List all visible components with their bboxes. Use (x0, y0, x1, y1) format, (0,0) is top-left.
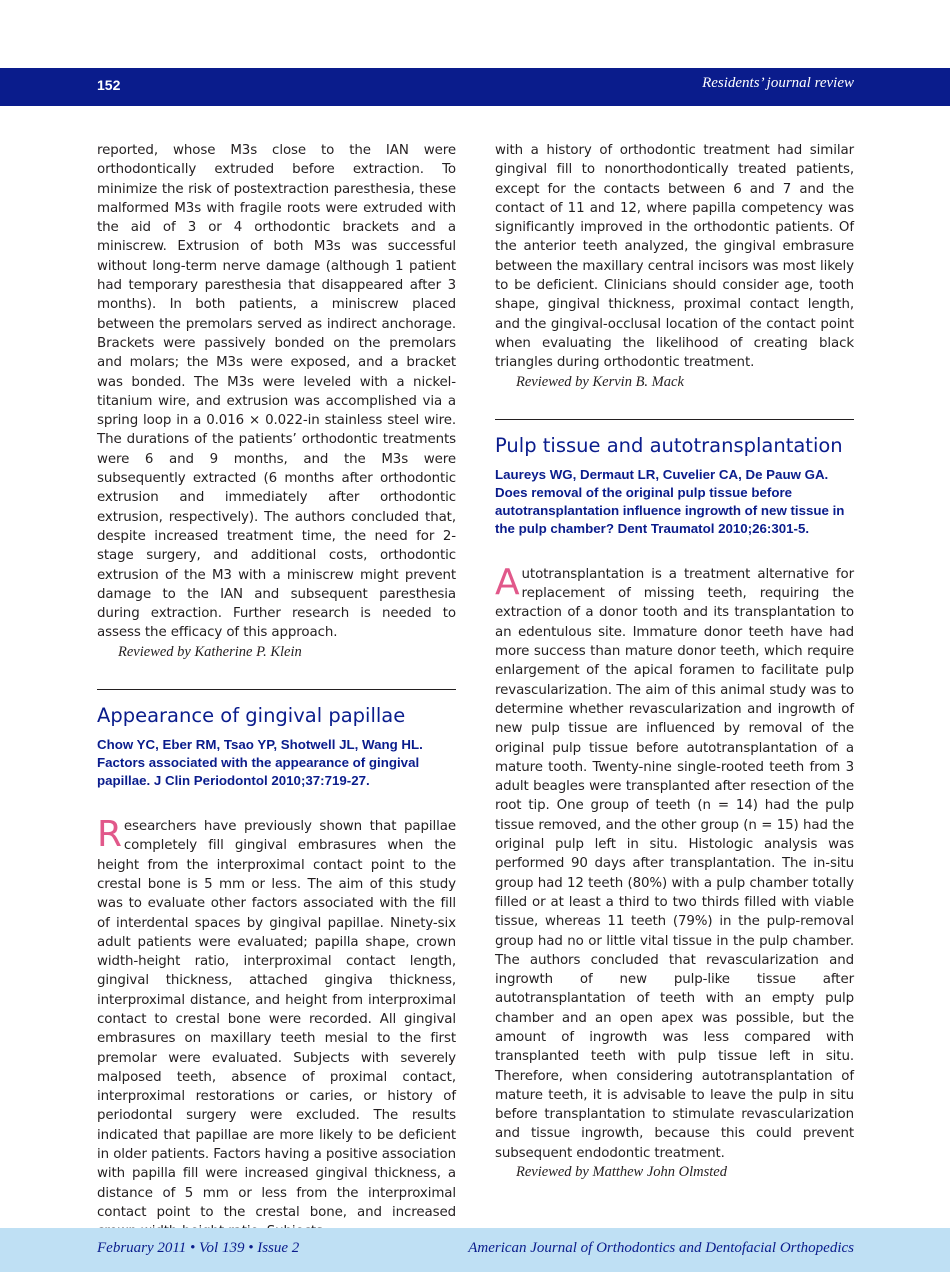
citation: Chow YC, Eber RM, Tsao YP, Shotwell JL, Wang HL. Factors associated with the appearance of gingival papillae. J Clin Periodontol 2010;37:719-27. (97, 737, 423, 789)
section-title: Pulp tissue and autotransplantation (495, 433, 843, 457)
reviewer-credit: Reviewed by Matthew John Olmsted (516, 1164, 727, 1181)
page-number: 152 (97, 77, 121, 93)
section-title: Appearance of gingival papillae (97, 704, 406, 728)
issue-info: February 2011 • Vol 139 • Issue 2 (97, 1240, 300, 1256)
citation: Laureys WG, Dermaut LR, Cuvelier CA, De Pauw GA. Does removal of the original pulp tissue before autotransplantation influence ingrowth of new tissue in the pulp chamber? Dent Traumatol 2010;26:301-5. (495, 466, 845, 536)
running-header-band (0, 68, 950, 106)
reviewer-credit: Reviewed by Katherine P. Klein (118, 643, 302, 660)
left-column (97, 141, 456, 1242)
footer-band (0, 1228, 950, 1272)
article-body: esearchers have previously shown that papillae completely fill gingival embrasures when the height from the interproximal contact point to the crestal bone is 5 mm or less. The aim of this study was to evaluate other factors associated with the fill of interdental spaces by gingival papillae. Ninety-six adult patients were evaluated; papilla shape, crown width-height ratio, interproximal contact length, gingival thickness, attached gingiva thickness, interproximal distance, and height from interproximal contact to crestal bone were recorded. All gingival embrasures on maxillary teeth mesial to the first premolar were evaluated. Subjects with severely malposed teeth, absence of proximal contact, interproximal restorations or caries, or history of periodontal surgery were excluded. The results indicated that papillae are more likely to be deficient in older patients. Factors having a positive association with papilla fill were increased gingival thickness, a distance of 5 mm or less from the interproximal contact point to the crestal bone, and increased (97, 819, 456, 1220)
article-body: utotransplantation is a treatment alternative for replacement of missing teeth, requiring the extraction of a donor tooth and its transplantation to an edentulous site. Immature donor teeth have had more success than mature donor teeth, which require enlargement of the apical foramen to facilitate pulp revascularization. The aim of this animal study was to determine whether revascularization and ingrowth of new pulp tissue are influenced by removal of the original pulp tissue before autotransplantation of a mature tooth. Twenty-nine single-rooted teeth from 3 adult beagles were transplanted after resection of the root tip. One group of teeth (n = 14) had the pulp tissue removed, and the other group (n = 15) had the original pulp left in situ. Histologic analysis was performed 90 days after transplantation. The in-situ group had 12 teeth (80%) with a pulp chamber totally filled or at least a third to two thirds filled with viable tissue, whereas 11 teeth (79%) in the pulp-removal group had no or little vital tissue in the pulp chamber. The authors concluded that revascularization and ingrowth of new pulp-like tissue after autotransplantation of teeth with an empty pulp chamber and an open apex was possible, but the amount of ingrowth was less compared with transplanted teeth with pulp tissue left in situ. Therefore, when considering autotransplantation of mature teeth, it is advisable to leave the pulp in situ before transplantation to stimulate revascularization and tissue ingrowth, because this could prevent subsequent endodontic treatment. (495, 566, 854, 1161)
section-divider (97, 689, 456, 690)
drop-cap: A (495, 561, 520, 603)
continued-article-text: with a history of orthodontic treatment had similar gingival fill to nonorthodontically treated patients, except for the contacts between 6 and 7 and the contact of 11 and 12, where papilla competency was significantly improved in the orthodontic patients. Of the anterior teeth analyzed, the gingival embrasure between the maxillary central incisors was most likely to be deficient. Clinicians should consider age, tooth shape, gingival thickness, proximal contact length, and the gingival-occlusal location of the contact point when evaluating the likelihood of creating black triangles during orthodontic treatment. (495, 143, 854, 371)
section-divider (495, 419, 854, 420)
continued-article-text: reported, whose M3s close to the IAN were orthodontically extruded before extraction. To minimize the risk of postextraction paresthesia, these malformed M3s with fragile roots were extruded with the aid of 3 or 4 orthodontic brackets and a miniscrew. Extrusion of both M3s was successful without long-term nerve damage (although 1 patient had temporary paresthesia that disappeared after 3 months). In both patients, a miniscrew placed between the premolars served as indirect anchorage. Brackets were passively bonded on the premolars and molars; the M3s were exposed, and a bracket was bonded. The M3s were leveled with a nickel-titanium wire, and extrusion was accomplished via a spring loop in a 0.016 × 0.022-in stainless steel wire. The durations of the patients’ orthodontic treatments were 6 and 9 months, and the M3s were subsequently extracted (6 months after orthodontic extrusion and immediately after orthodontic extrusion, respectively). The authors concluded that, despite increased treatment time, the need for 2-stage surgery, and additional costs, orthodontic extrusion of the M3 with a miniscrew might prevent damage to the IAN and subsequent paresthesia during extraction. Further research is needed to assess the efficacy of this approach. (97, 143, 456, 641)
journal-name: American Journal of Orthodontics and Dentofacial Orthopedics (468, 1240, 854, 1256)
right-column (495, 141, 854, 1182)
article-text (97, 814, 456, 1242)
running-title: Residents’ journal review (702, 75, 854, 91)
article-text (495, 561, 854, 1163)
reviewer-credit: Reviewed by Kervin B. Mack (516, 373, 684, 390)
drop-cap: R (97, 814, 122, 856)
